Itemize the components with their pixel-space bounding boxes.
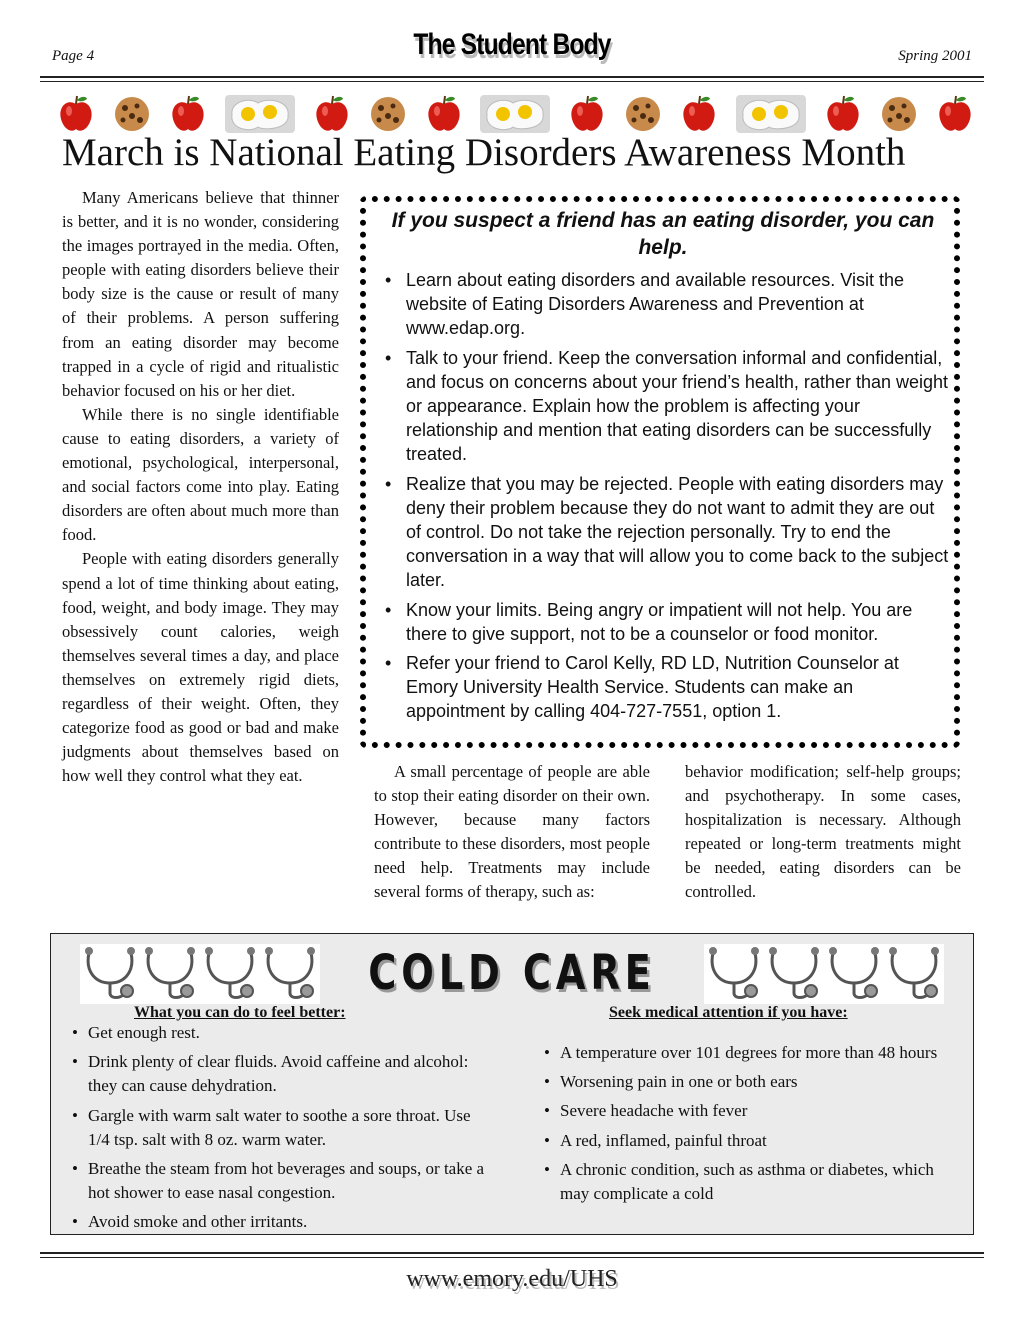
help-friend-list [385, 268, 950, 729]
list-item: • Avoid smoke and other irritants. [72, 1210, 492, 1234]
list-item: • Talk to your friend. Keep the conversation informal and confidential, and focus on concerns about your friend’s health, rather than weight or appearance. Explain how the problem is affecting your relationship and mention that eating disorders can be successfully treated. [385, 346, 950, 467]
cookie-icon [368, 94, 408, 134]
article-middle-column [374, 760, 650, 905]
issue-date: Spring 2001 [898, 48, 972, 64]
article-left-column [62, 186, 339, 788]
newsletter-masthead: The Student Body [413, 28, 611, 61]
header-rule-thin [40, 81, 984, 82]
list-item: • Learn about eating disorders and available resources. Visit the website of Eating Disorders Awareness and Prevention at www.edap.org. [385, 268, 950, 341]
list-item: • Get enough rest. [72, 1021, 492, 1045]
apple-icon [170, 94, 206, 134]
fried-egg-icon [224, 93, 296, 135]
list-item: • A chronic condition, such as asthma or diabetes, which may complicate a cold [544, 1158, 954, 1206]
header-rule [40, 76, 984, 78]
list-item: • Breathe the steam from hot beverages and soups, or take a hot shower to ease nasal congestion. [72, 1157, 492, 1205]
list-item: • A red, inflamed, painful throat [544, 1129, 954, 1153]
fried-egg-icon [479, 93, 551, 135]
article-headline: March is National Eating Disorders Awareness Month [62, 131, 906, 174]
list-item: • Gargle with warm salt water to soothe a sore throat. Use 1/4 tsp. salt with 8 oz. warm water. [72, 1104, 492, 1152]
apple-icon [681, 94, 717, 134]
article-paragraph: A small percentage of people are able to stop their eating disorder on their own. However, because many factors contribute to these disorders, most people need help. Treatments may include several forms of therapy, such as: [374, 762, 650, 902]
seek-attention-heading: Seek medical attention if you have: [609, 1004, 848, 1021]
feel-better-heading: What you can do to feel better: [134, 1004, 346, 1021]
cookie-icon [623, 94, 663, 134]
seek-attention-list [544, 1041, 954, 1211]
fried-egg-icon [735, 93, 807, 135]
article-paragraph: While there is no single identifiable cause to eating disorders, a variety of emotional, psychological, interpersonal, and social factors come into play. Eating disorders are often about much more than food. [62, 404, 339, 545]
apple-icon [937, 94, 973, 134]
footer-rule [40, 1252, 984, 1254]
cold-care-title: COLD CARE [368, 945, 656, 1001]
apple-icon [426, 94, 462, 134]
list-item: • Severe headache with fever [544, 1099, 954, 1123]
apple-icon [314, 94, 350, 134]
footer-url: www.emory.edu/UHS [406, 1266, 618, 1292]
apple-icon [825, 94, 861, 134]
apple-icon [569, 94, 605, 134]
list-item: • Drink plenty of clear fluids. Avoid caffeine and alcohol: they can cause dehydration. [72, 1050, 492, 1098]
list-item: • Know your limits. Being angry or impatient will not help. You are there to give support, not to be a counselor or food monitor. [385, 598, 950, 646]
feel-better-list [72, 1021, 492, 1240]
footer-rule-thin [40, 1257, 984, 1258]
list-item: • Worsening pain in one or both ears [544, 1070, 954, 1094]
list-item: • Realize that you may be rejected. People with eating disorders may deny their problem because they do not want to admit they are out of control. Do not take the rejection personally. Try to end the conversation in a way that will allow you to come back to the subject later. [385, 472, 950, 593]
article-paragraph: People with eating disorders generally spend a lot of time thinking about eating, food, weight, and body image. They may obsessively count calories, weigh themselves several times a day, and place themselves on extremely rigid diets, regardless of their weight. Often, they categorize food as good or bad and make judgments about themselves based on how well they control what they eat. [62, 549, 339, 786]
cookie-icon [879, 94, 919, 134]
list-item: • A temperature over 101 degrees for more than 48 hours [544, 1041, 954, 1065]
cookie-icon [112, 94, 152, 134]
apple-icon [58, 94, 94, 134]
page-number: Page 4 [52, 48, 95, 64]
article-paragraph: Many Americans believe that thinner is better, and it is no wonder, considering the images portrayed in the media. Often, people with eating disorders believe their body size is the cause or result of many of their problems. A person suffering from an eating disorder may become trapped in a cycle of rigid and ritualistic behavior focused on his or her diet. [62, 188, 339, 400]
article-paragraph: behavior modification; self-help groups; and psychotherapy. In some cases, hospitalization is necessary. Although repeated or long-term treatments might be needed, eating disorders can be controlled. [685, 762, 961, 902]
list-item: • Refer your friend to Carol Kelly, RD LD, Nutrition Counselor at Emory University Health Service. Students can make an appointment by calling 404-727-7551, option 1. [385, 651, 950, 724]
help-friend-title: If you suspect a friend has an eating disorder, you can help. [391, 209, 935, 259]
article-right-column [685, 760, 961, 905]
